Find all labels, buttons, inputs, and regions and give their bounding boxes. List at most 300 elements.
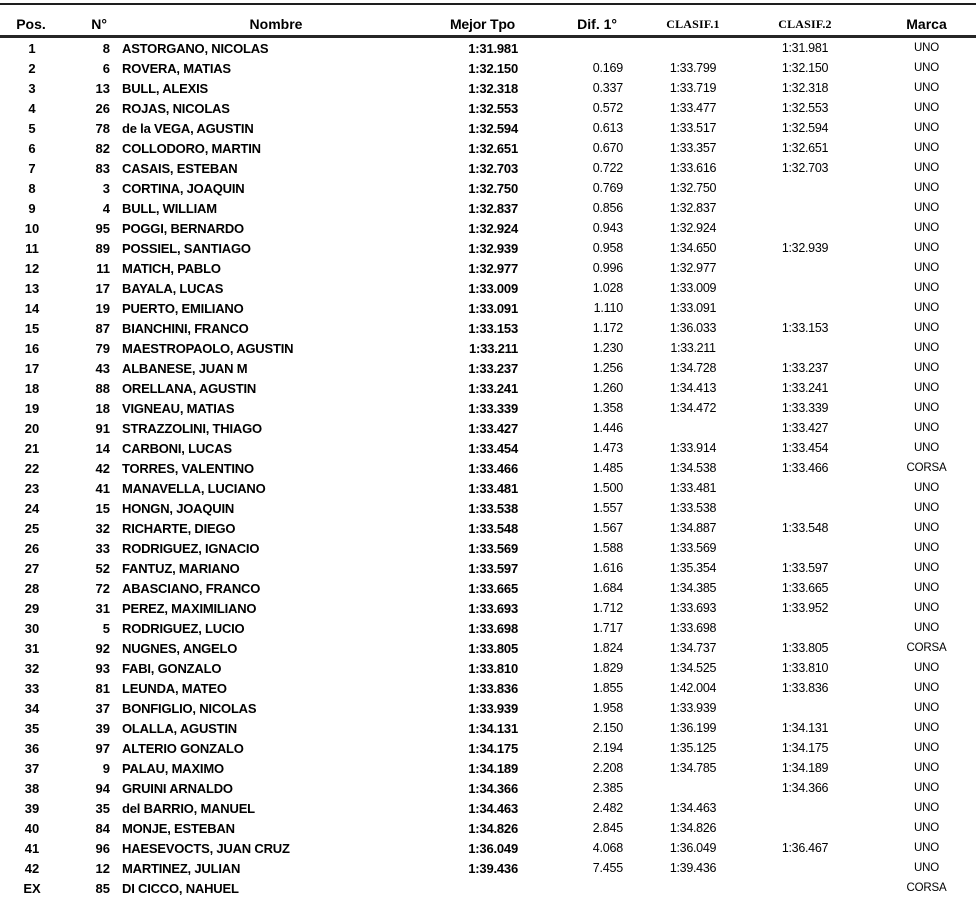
cell-mejor: 1:33.665 xyxy=(468,580,518,596)
cell-nombre: FANTUZ, MARIANO xyxy=(122,560,240,576)
cell-clasif1: 1:32.837 xyxy=(669,201,717,215)
cell-clasif1: 1:39.436 xyxy=(669,861,717,875)
cell-clasif1: 1:34.887 xyxy=(669,521,717,535)
cell-mejor: 1:36.049 xyxy=(468,840,518,856)
cell-mejor: 1:33.810 xyxy=(468,660,518,676)
cell-marca: UNO xyxy=(914,602,939,614)
cell-marca: UNO xyxy=(914,542,939,554)
cell-nombre: COLLODORO, MARTIN xyxy=(122,140,261,156)
cell-num: 97 xyxy=(95,740,110,756)
cell-dif: 1.230 xyxy=(592,341,623,355)
cell-nombre: NUGNES, ANGELO xyxy=(122,640,238,656)
cell-pos: 8 xyxy=(28,180,36,196)
cell-dif: 1.588 xyxy=(592,541,623,555)
cell-nombre: de la VEGA, AGUSTIN xyxy=(122,120,254,136)
cell-clasif1: 1:32.750 xyxy=(669,181,717,195)
results-table xyxy=(0,3,976,898)
cell-num: 83 xyxy=(95,160,110,176)
cell-clasif1 xyxy=(637,418,749,438)
table-row xyxy=(0,418,976,438)
cell-nombre: POGGI, BERNARDO xyxy=(122,220,244,236)
cell-clasif2 xyxy=(749,878,861,898)
cell-dif: 0.722 xyxy=(592,161,623,175)
table-row xyxy=(0,458,976,478)
cell-num: 31 xyxy=(95,600,110,616)
table-row xyxy=(0,818,976,838)
cell-nombre: RODRIGUEZ, IGNACIO xyxy=(122,540,260,556)
cell-clasif1: 1:33.477 xyxy=(669,101,717,115)
table-row xyxy=(0,218,976,238)
cell-dif: 0.856 xyxy=(592,201,623,215)
cell-clasif1: 1:33.569 xyxy=(669,541,717,555)
cell-clasif2: 1:33.241 xyxy=(781,381,829,395)
table-row xyxy=(0,37,976,59)
cell-num: 15 xyxy=(95,500,110,516)
cell-clasif2: 1:33.597 xyxy=(781,561,829,575)
cell-clasif2 xyxy=(749,618,861,638)
cell-pos: 32 xyxy=(24,660,40,676)
cell-num: 96 xyxy=(95,840,110,856)
table-row xyxy=(0,798,976,818)
column-header-clasif2: CLASIF.2 xyxy=(749,4,861,37)
cell-pos: 21 xyxy=(24,440,40,456)
cell-dif: 1.712 xyxy=(592,601,623,615)
cell-num: 43 xyxy=(95,360,110,376)
cell-clasif1: 1:34.413 xyxy=(669,381,717,395)
cell-marca: UNO xyxy=(914,262,939,274)
cell-pos: 33 xyxy=(24,680,40,696)
table-row xyxy=(0,558,976,578)
cell-nombre: VIGNEAU, MATIAS xyxy=(122,400,235,416)
cell-clasif2 xyxy=(749,198,861,218)
cell-dif: 0.572 xyxy=(592,101,623,115)
table-row xyxy=(0,338,976,358)
table-row xyxy=(0,738,976,758)
cell-clasif2 xyxy=(749,218,861,238)
cell-marca: UNO xyxy=(914,742,939,754)
cell-marca: UNO xyxy=(914,842,939,854)
cell-num: 87 xyxy=(95,320,110,336)
cell-num: 35 xyxy=(95,800,110,816)
cell-pos: 4 xyxy=(28,100,36,116)
cell-marca: UNO xyxy=(914,302,939,314)
table-row xyxy=(0,618,976,638)
table-row xyxy=(0,718,976,738)
cell-marca: UNO xyxy=(914,282,939,294)
cell-dif: 0.769 xyxy=(592,181,623,195)
cell-pos: 14 xyxy=(24,300,40,316)
cell-nombre: OLALLA, AGUSTIN xyxy=(122,720,237,736)
cell-mejor: 1:32.939 xyxy=(468,240,518,256)
cell-nombre: MATICH, PABLO xyxy=(122,260,221,276)
cell-num: 33 xyxy=(95,540,110,556)
cell-clasif1: 1:34.737 xyxy=(669,641,717,655)
cell-dif: 1.616 xyxy=(592,561,623,575)
cell-clasif2 xyxy=(749,178,861,198)
cell-num: 52 xyxy=(95,560,110,576)
cell-nombre: HAESEVOCTS, JUAN CRUZ xyxy=(122,840,290,856)
table-row xyxy=(0,298,976,318)
cell-nombre: BULL, WILLIAM xyxy=(122,200,217,216)
cell-mejor: 1:33.481 xyxy=(468,480,518,496)
cell-pos: 27 xyxy=(24,560,40,576)
cell-num: 4 xyxy=(102,200,110,216)
cell-pos: 28 xyxy=(24,580,40,596)
cell-dif: 1.829 xyxy=(592,661,623,675)
cell-pos: 26 xyxy=(24,540,40,556)
table-row xyxy=(0,518,976,538)
cell-clasif1: 1:33.517 xyxy=(669,121,717,135)
cell-marca: UNO xyxy=(914,622,939,634)
cell-dif: 2.482 xyxy=(592,801,623,815)
cell-mejor: 1:32.150 xyxy=(468,60,518,76)
cell-mejor: 1:33.241 xyxy=(468,380,518,396)
cell-mejor: 1:39.436 xyxy=(468,860,518,876)
cell-num: 11 xyxy=(96,260,110,276)
cell-clasif2 xyxy=(749,858,861,878)
cell-marca: UNO xyxy=(914,322,939,334)
cell-nombre: MONJE, ESTEBAN xyxy=(122,820,235,836)
cell-dif: 2.385 xyxy=(592,781,623,795)
table-row xyxy=(0,658,976,678)
cell-clasif1: 1:33.914 xyxy=(669,441,717,455)
cell-dif: 2.194 xyxy=(592,741,623,755)
cell-mejor: 1:32.703 xyxy=(468,160,518,176)
cell-num: 93 xyxy=(95,660,110,676)
column-header-num: N° xyxy=(52,4,112,37)
cell-nombre: PEREZ, MAXIMILIANO xyxy=(122,600,257,616)
cell-mejor: 1:34.131 xyxy=(468,720,518,736)
cell-num: 17 xyxy=(95,280,110,296)
cell-marca: UNO xyxy=(914,702,939,714)
cell-marca: UNO xyxy=(914,582,939,594)
cell-num: 82 xyxy=(95,140,110,156)
cell-dif: 1.110 xyxy=(593,301,623,315)
cell-dif: 1.557 xyxy=(592,501,623,515)
table-row xyxy=(0,118,976,138)
cell-pos: 35 xyxy=(24,720,40,736)
cell-pos: 22 xyxy=(24,460,40,476)
cell-clasif2: 1:33.952 xyxy=(781,601,829,615)
table-row xyxy=(0,58,976,78)
cell-mejor: 1:32.750 xyxy=(468,180,518,196)
cell-nombre: MARTINEZ, JULIAN xyxy=(122,860,241,876)
table-row xyxy=(0,358,976,378)
cell-clasif1: 1:34.472 xyxy=(669,401,717,415)
column-header-mejor: Mejor Tpo xyxy=(440,4,525,37)
cell-pos: 10 xyxy=(24,220,40,236)
table-row xyxy=(0,198,976,218)
cell-pos: 7 xyxy=(28,160,36,176)
cell-clasif1: 1:35.354 xyxy=(669,561,717,575)
cell-pos: 20 xyxy=(24,420,40,436)
cell-marca: UNO xyxy=(914,522,939,534)
cell-pos: 31 xyxy=(24,640,40,656)
cell-mejor: 1:33.939 xyxy=(468,700,518,716)
table-row xyxy=(0,278,976,298)
cell-nombre: CASAIS, ESTEBAN xyxy=(122,160,238,176)
cell-mejor: 1:33.339 xyxy=(468,400,518,416)
cell-clasif1: 1:34.385 xyxy=(669,581,717,595)
cell-num: 32 xyxy=(95,520,110,536)
cell-marca: UNO xyxy=(914,662,939,674)
cell-clasif2: 1:32.318 xyxy=(781,81,829,95)
cell-marca: UNO xyxy=(914,242,939,254)
cell-nombre: DI CICCO, NAHUEL xyxy=(122,880,239,896)
cell-num: 85 xyxy=(95,880,110,896)
cell-nombre: BONFIGLIO, NICOLAS xyxy=(122,700,257,716)
table-row xyxy=(0,838,976,858)
cell-mejor: 1:32.977 xyxy=(468,260,518,276)
cell-mejor: 1:32.837 xyxy=(468,200,518,216)
cell-marca: UNO xyxy=(914,82,939,94)
cell-clasif2: 1:32.150 xyxy=(781,61,829,75)
cell-clasif2 xyxy=(749,478,861,498)
cell-dif: 1.485 xyxy=(592,461,623,475)
cell-dif: 1.500 xyxy=(592,481,623,495)
results-table-body xyxy=(0,37,976,899)
cell-dif: 0.337 xyxy=(592,81,623,95)
table-row xyxy=(0,78,976,98)
cell-marca: CORSA xyxy=(906,462,947,474)
cell-dif: 2.208 xyxy=(592,761,623,775)
cell-clasif2 xyxy=(749,338,861,358)
table-row xyxy=(0,478,976,498)
cell-mejor: 1:34.366 xyxy=(468,780,518,796)
cell-num: 89 xyxy=(95,240,110,256)
cell-num: 41 xyxy=(95,480,110,496)
cell-dif: 1.958 xyxy=(592,701,623,715)
table-row xyxy=(0,238,976,258)
cell-mejor: 1:33.153 xyxy=(468,320,518,336)
cell-nombre: ABASCIANO, FRANCO xyxy=(122,580,261,596)
cell-mejor: 1:33.569 xyxy=(468,540,518,556)
cell-dif xyxy=(525,878,637,898)
cell-marca: UNO xyxy=(914,862,939,874)
cell-clasif2: 1:33.454 xyxy=(781,441,829,455)
cell-clasif2: 1:32.939 xyxy=(781,241,829,255)
cell-marca: CORSA xyxy=(906,642,947,654)
cell-dif xyxy=(525,37,637,59)
cell-clasif2: 1:33.805 xyxy=(781,641,829,655)
cell-clasif1: 1:32.924 xyxy=(669,221,717,235)
cell-dif: 1.824 xyxy=(592,641,623,655)
cell-marca: UNO xyxy=(914,562,939,574)
cell-clasif2: 1:33.339 xyxy=(781,401,829,415)
cell-nombre: ASTORGANO, NICOLAS xyxy=(122,40,269,56)
cell-clasif2 xyxy=(749,698,861,718)
cell-clasif2: 1:33.548 xyxy=(781,521,829,535)
cell-mejor: 1:33.548 xyxy=(468,520,518,536)
cell-marca: CORSA xyxy=(906,882,947,894)
cell-clasif1 xyxy=(637,37,749,59)
cell-clasif1 xyxy=(637,778,749,798)
cell-nombre: BIANCHINI, FRANCO xyxy=(122,320,249,336)
cell-pos: 24 xyxy=(24,500,40,516)
table-row xyxy=(0,698,976,718)
cell-clasif1: 1:33.091 xyxy=(669,301,717,315)
cell-mejor: 1:33.454 xyxy=(468,440,518,456)
cell-mejor: 1:33.237 xyxy=(468,360,518,376)
cell-dif: 1.172 xyxy=(592,321,623,335)
header-row xyxy=(0,4,976,37)
cell-num: 8 xyxy=(102,40,110,56)
cell-marca: UNO xyxy=(914,142,939,154)
cell-mejor: 1:32.553 xyxy=(468,100,518,116)
cell-mejor: 1:34.463 xyxy=(468,800,518,816)
cell-dif: 0.613 xyxy=(592,121,623,135)
cell-nombre: BAYALA, LUCAS xyxy=(122,280,224,296)
cell-num: 81 xyxy=(95,680,110,696)
cell-pos: 40 xyxy=(24,820,40,836)
cell-clasif2: 1:34.189 xyxy=(781,761,829,775)
cell-dif: 0.670 xyxy=(592,141,623,155)
cell-num: 78 xyxy=(95,120,110,136)
cell-pos: 18 xyxy=(24,380,40,396)
cell-clasif1: 1:33.693 xyxy=(669,601,717,615)
cell-nombre: del BARRIO, MANUEL xyxy=(122,800,255,816)
table-row xyxy=(0,178,976,198)
cell-clasif1: 1:34.728 xyxy=(669,361,717,375)
cell-mejor: 1:33.836 xyxy=(468,680,518,696)
table-row xyxy=(0,578,976,598)
cell-clasif2: 1:34.131 xyxy=(781,721,829,735)
cell-clasif1: 1:33.616 xyxy=(669,161,717,175)
cell-mejor: 1:32.651 xyxy=(468,140,518,156)
cell-clasif1: 1:34.650 xyxy=(669,241,717,255)
cell-clasif1: 1:34.463 xyxy=(669,801,717,815)
cell-nombre: ORELLANA, AGUSTIN xyxy=(122,380,257,396)
cell-marca: UNO xyxy=(914,822,939,834)
cell-clasif2: 1:32.651 xyxy=(781,141,829,155)
cell-nombre: PALAU, MAXIMO xyxy=(122,760,224,776)
table-row xyxy=(0,878,976,898)
cell-clasif1: 1:35.125 xyxy=(669,741,717,755)
cell-marca: UNO xyxy=(914,62,939,74)
table-row xyxy=(0,258,976,278)
cell-pos: 34 xyxy=(24,700,40,716)
cell-dif: 1.446 xyxy=(592,421,623,435)
cell-mejor: 1:32.594 xyxy=(468,120,518,136)
cell-pos: 39 xyxy=(24,800,40,816)
cell-clasif2 xyxy=(749,798,861,818)
cell-mejor: 1:34.175 xyxy=(468,740,518,756)
cell-clasif1: 1:34.538 xyxy=(669,461,717,475)
column-header-dif: Dif. 1° xyxy=(525,4,637,37)
cell-marca: UNO xyxy=(914,202,939,214)
cell-mejor: 1:33.091 xyxy=(468,300,518,316)
cell-pos: 37 xyxy=(24,760,40,776)
cell-num: 13 xyxy=(95,80,110,96)
table-row xyxy=(0,318,976,338)
results-table-header xyxy=(0,4,976,37)
cell-marca: UNO xyxy=(914,682,939,694)
cell-pos: 19 xyxy=(24,400,40,416)
cell-clasif2: 1:34.366 xyxy=(781,781,829,795)
cell-clasif2 xyxy=(749,538,861,558)
cell-clasif2: 1:33.836 xyxy=(781,681,829,695)
table-row xyxy=(0,498,976,518)
cell-mejor: 1:33.427 xyxy=(468,420,518,436)
cell-dif: 2.150 xyxy=(592,721,623,735)
cell-marca: UNO xyxy=(914,782,939,794)
cell-dif: 7.455 xyxy=(592,861,623,875)
cell-clasif1: 1:33.211 xyxy=(670,341,716,355)
cell-nombre: GRUINI ARNALDO xyxy=(122,780,233,796)
cell-marca: UNO xyxy=(914,442,939,454)
cell-nombre: LEUNDA, MATEO xyxy=(122,680,227,696)
cell-pos: 6 xyxy=(28,140,36,156)
cell-clasif2: 1:32.594 xyxy=(781,121,829,135)
cell-num: 3 xyxy=(102,180,110,196)
cell-clasif2 xyxy=(749,258,861,278)
cell-clasif1: 1:33.698 xyxy=(669,621,717,635)
cell-clasif1: 1:33.481 xyxy=(669,481,717,495)
cell-clasif2: 1:33.466 xyxy=(781,461,829,475)
cell-dif: 1.028 xyxy=(592,281,623,295)
cell-nombre: CORTINA, JOAQUIN xyxy=(122,180,245,196)
cell-marca: UNO xyxy=(914,362,939,374)
cell-num: 42 xyxy=(95,460,110,476)
cell-clasif2: 1:32.703 xyxy=(781,161,829,175)
cell-dif: 0.943 xyxy=(592,221,623,235)
cell-marca: UNO xyxy=(914,342,939,354)
cell-clasif2 xyxy=(749,498,861,518)
cell-clasif1: 1:36.199 xyxy=(669,721,717,735)
cell-num: 88 xyxy=(95,380,110,396)
table-row xyxy=(0,98,976,118)
cell-nombre: ALBANESE, JUAN M xyxy=(122,360,248,376)
cell-clasif2: 1:31.981 xyxy=(781,41,829,55)
cell-clasif2: 1:32.553 xyxy=(781,101,829,115)
table-row xyxy=(0,778,976,798)
cell-nombre: STRAZZOLINI, THIAGO xyxy=(122,420,262,436)
cell-pos: 30 xyxy=(24,620,40,636)
cell-mejor: 1:31.981 xyxy=(468,40,518,56)
cell-pos: 12 xyxy=(24,260,40,276)
cell-nombre: ROVERA, MATIAS xyxy=(122,60,231,76)
column-header-clasif1: CLASIF.1 xyxy=(637,4,749,37)
cell-dif: 1.358 xyxy=(592,401,623,415)
cell-num: 84 xyxy=(95,820,110,836)
cell-nombre: BULL, ALEXIS xyxy=(122,80,208,96)
cell-num: 14 xyxy=(95,440,110,456)
cell-pos: 25 xyxy=(24,520,40,536)
cell-clasif1: 1:36.049 xyxy=(669,841,717,855)
cell-dif: 1.684 xyxy=(592,581,623,595)
table-row xyxy=(0,678,976,698)
cell-pos: 17 xyxy=(24,360,40,376)
cell-pos: 11 xyxy=(25,240,39,256)
cell-pos: 13 xyxy=(24,280,40,296)
cell-dif: 0.996 xyxy=(592,261,623,275)
cell-pos: 36 xyxy=(24,740,40,756)
cell-dif: 1.717 xyxy=(592,621,623,635)
cell-clasif2 xyxy=(749,818,861,838)
table-row xyxy=(0,158,976,178)
table-row xyxy=(0,438,976,458)
cell-num: 92 xyxy=(95,640,110,656)
cell-dif: 1.567 xyxy=(592,521,623,535)
table-row xyxy=(0,758,976,778)
cell-clasif1: 1:36.033 xyxy=(669,321,717,335)
cell-clasif1: 1:33.009 xyxy=(669,281,717,295)
cell-num: 39 xyxy=(95,720,110,736)
cell-num: 95 xyxy=(95,220,110,236)
cell-nombre: RODRIGUEZ, LUCIO xyxy=(122,620,245,636)
cell-pos: 38 xyxy=(24,780,40,796)
column-header-pos: Pos. xyxy=(0,4,52,37)
